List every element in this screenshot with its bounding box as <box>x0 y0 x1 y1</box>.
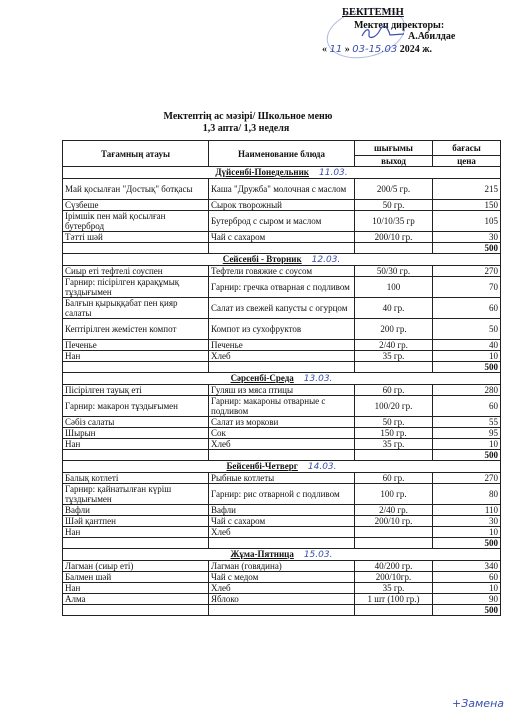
dish-price: 95 <box>433 428 501 439</box>
approval-title: БЕКІТЕМІН <box>342 7 404 18</box>
dish-name-ru: Салат из свежей капусты с огурцом <box>209 298 355 319</box>
day-total: 500 <box>433 362 501 373</box>
col-name-kz: Тағамның атауы <box>63 141 209 167</box>
dish-name-kz: Вафли <box>63 505 209 516</box>
day-label: Дүйсенбі-Понедельник <box>215 167 309 177</box>
table-row <box>63 385 501 396</box>
day-header <box>63 167 501 179</box>
day-header <box>63 549 501 561</box>
dish-name-kz: Гарнир: макарон тұздығымен <box>63 396 209 417</box>
dish-price: 60 <box>433 572 501 583</box>
table-row <box>63 298 501 319</box>
date-year: 2024 ж. <box>399 44 432 55</box>
dish-output: 100/20 гр. <box>355 396 433 417</box>
dish-price: 10 <box>433 439 501 450</box>
dish-output: 60 гр. <box>355 385 433 396</box>
day-total-row <box>63 450 501 461</box>
dish-name-ru: Чай с сахаром <box>209 516 355 527</box>
dish-name-kz: Нан <box>63 527 209 538</box>
dish-price: 30 <box>433 516 501 527</box>
dish-name-ru: Сок <box>209 428 355 439</box>
day-total-row <box>63 538 501 549</box>
table-row <box>63 351 501 362</box>
dish-name-ru: Компот из сухофруктов <box>209 319 355 340</box>
dish-output: 200/5 гр. <box>355 179 433 200</box>
dish-name-kz: Гарнир: қайнатылған күріш тұздығымен <box>63 484 209 505</box>
day-header-row <box>63 461 501 473</box>
dish-price: 10 <box>433 351 501 362</box>
table-row <box>63 200 501 211</box>
dish-output: 2/40 гр. <box>355 505 433 516</box>
dish-output: 35 гр. <box>355 583 433 594</box>
dish-output: 200/10гр. <box>355 572 433 583</box>
day-header <box>63 254 501 266</box>
dish-output <box>355 527 433 538</box>
table-row <box>63 516 501 527</box>
dish-name-ru: Гуляш из мяса птицы <box>209 385 355 396</box>
empty-cell <box>63 605 209 616</box>
dish-output: 200/10 гр. <box>355 232 433 243</box>
day-header-row <box>63 549 501 561</box>
dish-name-ru: Сырок творожный <box>209 200 355 211</box>
date-close-quote: » <box>344 44 350 55</box>
empty-cell <box>355 605 433 616</box>
dish-output: 1 шт (100 гр.) <box>355 594 433 605</box>
dish-name-kz: Тәтті шәй <box>63 232 209 243</box>
dish-price: 40 <box>433 340 501 351</box>
table-row <box>63 396 501 417</box>
dish-price: 270 <box>433 266 501 277</box>
dish-price: 50 <box>433 319 501 340</box>
dish-name-ru: Чай с медом <box>209 572 355 583</box>
table-row <box>63 561 501 572</box>
table-row <box>63 484 501 505</box>
table-row <box>63 572 501 583</box>
dish-output: 100 <box>355 277 433 298</box>
empty-cell <box>209 450 355 461</box>
dish-name-ru: Хлеб <box>209 527 355 538</box>
table-row <box>63 340 501 351</box>
table-row <box>63 594 501 605</box>
dish-name-ru: Яблоко <box>209 594 355 605</box>
dish-name-kz: Май қосылған "Достық" ботқасы <box>63 179 209 200</box>
empty-cell <box>355 538 433 549</box>
empty-cell <box>209 605 355 616</box>
table-row <box>63 277 501 298</box>
menu-title: Мектептің ас мәзірі/ Школьное меню <box>163 111 333 122</box>
dish-output: 40/200 гр. <box>355 561 433 572</box>
day-label: Сәрсенбі-Среда <box>230 373 294 383</box>
dish-price: 215 <box>433 179 501 200</box>
dish-name-ru: Салат из моркови <box>209 417 355 428</box>
dish-output: 50 гр. <box>355 417 433 428</box>
empty-cell <box>355 362 433 373</box>
dish-price: 110 <box>433 505 501 516</box>
dish-price: 340 <box>433 561 501 572</box>
table-row <box>63 428 501 439</box>
day-date-handwritten: 11.03. <box>319 168 348 178</box>
table-row <box>63 232 501 243</box>
approval-position: Мектеп директоры: <box>354 20 445 31</box>
day-date-handwritten: 15.03. <box>303 550 333 560</box>
empty-cell <box>209 243 355 254</box>
dish-name-kz: Ірімшік пен май қосылған бутерброд <box>63 211 209 232</box>
table-row <box>63 439 501 450</box>
table-header-row <box>63 141 501 156</box>
day-date-handwritten: 13.03. <box>303 374 333 384</box>
day-header <box>63 373 501 385</box>
date-month-handwritten: 03-15.03 <box>352 44 398 55</box>
day-total-row <box>63 362 501 373</box>
dish-name-ru: Гарнир: гречка отварная с подливом <box>209 277 355 298</box>
dish-output: 200/10 гр. <box>355 516 433 527</box>
day-header-row <box>63 167 501 179</box>
col-output-kz: шығымы <box>355 141 433 156</box>
dish-name-ru: Рыбные котлеты <box>209 473 355 484</box>
dish-name-ru: Хлеб <box>209 583 355 594</box>
empty-cell <box>209 362 355 373</box>
dish-price: 90 <box>433 594 501 605</box>
dish-price: 105 <box>433 211 501 232</box>
table-row <box>63 583 501 594</box>
dish-output: 50/30 гр. <box>355 266 433 277</box>
signature-icon <box>360 26 406 40</box>
dish-name-kz: Нан <box>63 439 209 450</box>
col-price-kz: бағасы <box>433 141 501 156</box>
dish-name-ru: Вафли <box>209 505 355 516</box>
dish-price: 30 <box>433 232 501 243</box>
dish-output: 200 гр. <box>355 319 433 340</box>
day-label: Бейсенбі-Четверг <box>226 461 298 471</box>
dish-price: 60 <box>433 298 501 319</box>
dish-price: 60 <box>433 396 501 417</box>
dish-name-ru: Печенье <box>209 340 355 351</box>
dish-price: 70 <box>433 277 501 298</box>
empty-cell <box>209 538 355 549</box>
day-label: Жұма-Пятница <box>230 549 294 559</box>
table-row <box>63 266 501 277</box>
table-row <box>63 527 501 538</box>
dish-output: 100 гр. <box>355 484 433 505</box>
dish-name-ru: Бутерброд с сыром и маслом <box>209 211 355 232</box>
dish-name-kz: Балық котлеті <box>63 473 209 484</box>
day-total: 500 <box>433 450 501 461</box>
dish-price: 270 <box>433 473 501 484</box>
day-total-row <box>63 605 501 616</box>
dish-name-ru: Гарнир: рис отварной с подливом <box>209 484 355 505</box>
table-row <box>63 417 501 428</box>
dish-name-ru: Хлеб <box>209 439 355 450</box>
dish-name-kz: Сәбіз салаты <box>63 417 209 428</box>
approval-date <box>322 43 432 56</box>
table-row <box>63 319 501 340</box>
dish-name-kz: Балғын қырыққабат пен қияр салаты <box>63 298 209 319</box>
dish-name-ru: Тефтели говяжие с соусом <box>209 266 355 277</box>
dish-output: 60 гр. <box>355 473 433 484</box>
menu-week: 1,3 апта/ 1,3 неделя <box>202 123 290 134</box>
day-total: 500 <box>433 605 501 616</box>
dish-name-kz: Шырын <box>63 428 209 439</box>
empty-cell <box>63 538 209 549</box>
dish-output: 50 гр. <box>355 200 433 211</box>
day-header-row <box>63 254 501 266</box>
dish-price: 10 <box>433 527 501 538</box>
day-date-handwritten: 14.03. <box>307 462 337 472</box>
col-name-ru: Наименование блюда <box>209 141 355 167</box>
col-price-ru: цена <box>433 156 501 167</box>
dish-price: 10 <box>433 583 501 594</box>
empty-cell <box>355 450 433 461</box>
dish-name-kz: Сүзбеше <box>63 200 209 211</box>
dish-name-ru: Хлеб <box>209 351 355 362</box>
dish-price: 80 <box>433 484 501 505</box>
dish-price: 150 <box>433 200 501 211</box>
dish-output: 40 гр. <box>355 298 433 319</box>
menu-table <box>62 140 501 616</box>
empty-cell <box>63 362 209 373</box>
dish-name-kz: Балмен шәй <box>63 572 209 583</box>
day-header-row <box>63 373 501 385</box>
dish-name-kz: Гарнир: пісірілген қарақұмық тұздығымен <box>63 277 209 298</box>
day-header <box>63 461 501 473</box>
dish-output: 35 гр. <box>355 439 433 450</box>
empty-cell <box>63 243 209 254</box>
dish-name-ru: Лагман (говядина) <box>209 561 355 572</box>
dish-name-kz: Лагман (сиыр еті) <box>63 561 209 572</box>
table-row <box>63 473 501 484</box>
dish-name-kz: Нан <box>63 351 209 362</box>
dish-name-kz: Нан <box>63 583 209 594</box>
dish-name-kz: Сиыр еті тефтелі соуспен <box>63 266 209 277</box>
dish-name-ru: Чай с сахаром <box>209 232 355 243</box>
dish-name-kz: Кептірілген жемістен компот <box>63 319 209 340</box>
col-output-ru: выход <box>355 156 433 167</box>
dish-output: 150 гр. <box>355 428 433 439</box>
dish-name-kz: Печенье <box>63 340 209 351</box>
dish-name-ru: Каша "Дружба" молочная с маслом <box>209 179 355 200</box>
director-name: А.Абилдае <box>408 31 456 42</box>
empty-cell <box>63 450 209 461</box>
footer-handwritten-note: +Замена <box>452 697 505 710</box>
table-row <box>63 505 501 516</box>
dish-name-kz: Алма <box>63 594 209 605</box>
day-label: Сейсенбі - Вторник <box>222 254 302 264</box>
dish-output: 2/40 гр. <box>355 340 433 351</box>
day-date-handwritten: 12.03. <box>311 255 341 265</box>
dish-name-kz: Шәй қантпен <box>63 516 209 527</box>
dish-output: 35 гр. <box>355 351 433 362</box>
day-total: 500 <box>433 243 501 254</box>
day-total-row <box>63 243 501 254</box>
dish-price: 280 <box>433 385 501 396</box>
table-row <box>63 211 501 232</box>
date-day-handwritten: 11 <box>329 44 343 55</box>
date-open-quote: « <box>322 44 327 55</box>
dish-price: 55 <box>433 417 501 428</box>
table-row <box>63 179 501 200</box>
dish-output: 10/10/35 гр <box>355 211 433 232</box>
dish-name-kz: Пісірілген тауық еті <box>63 385 209 396</box>
day-total: 500 <box>433 538 501 549</box>
dish-name-ru: Гарнир: макароны отварные с подливом <box>209 396 355 417</box>
empty-cell <box>355 243 433 254</box>
